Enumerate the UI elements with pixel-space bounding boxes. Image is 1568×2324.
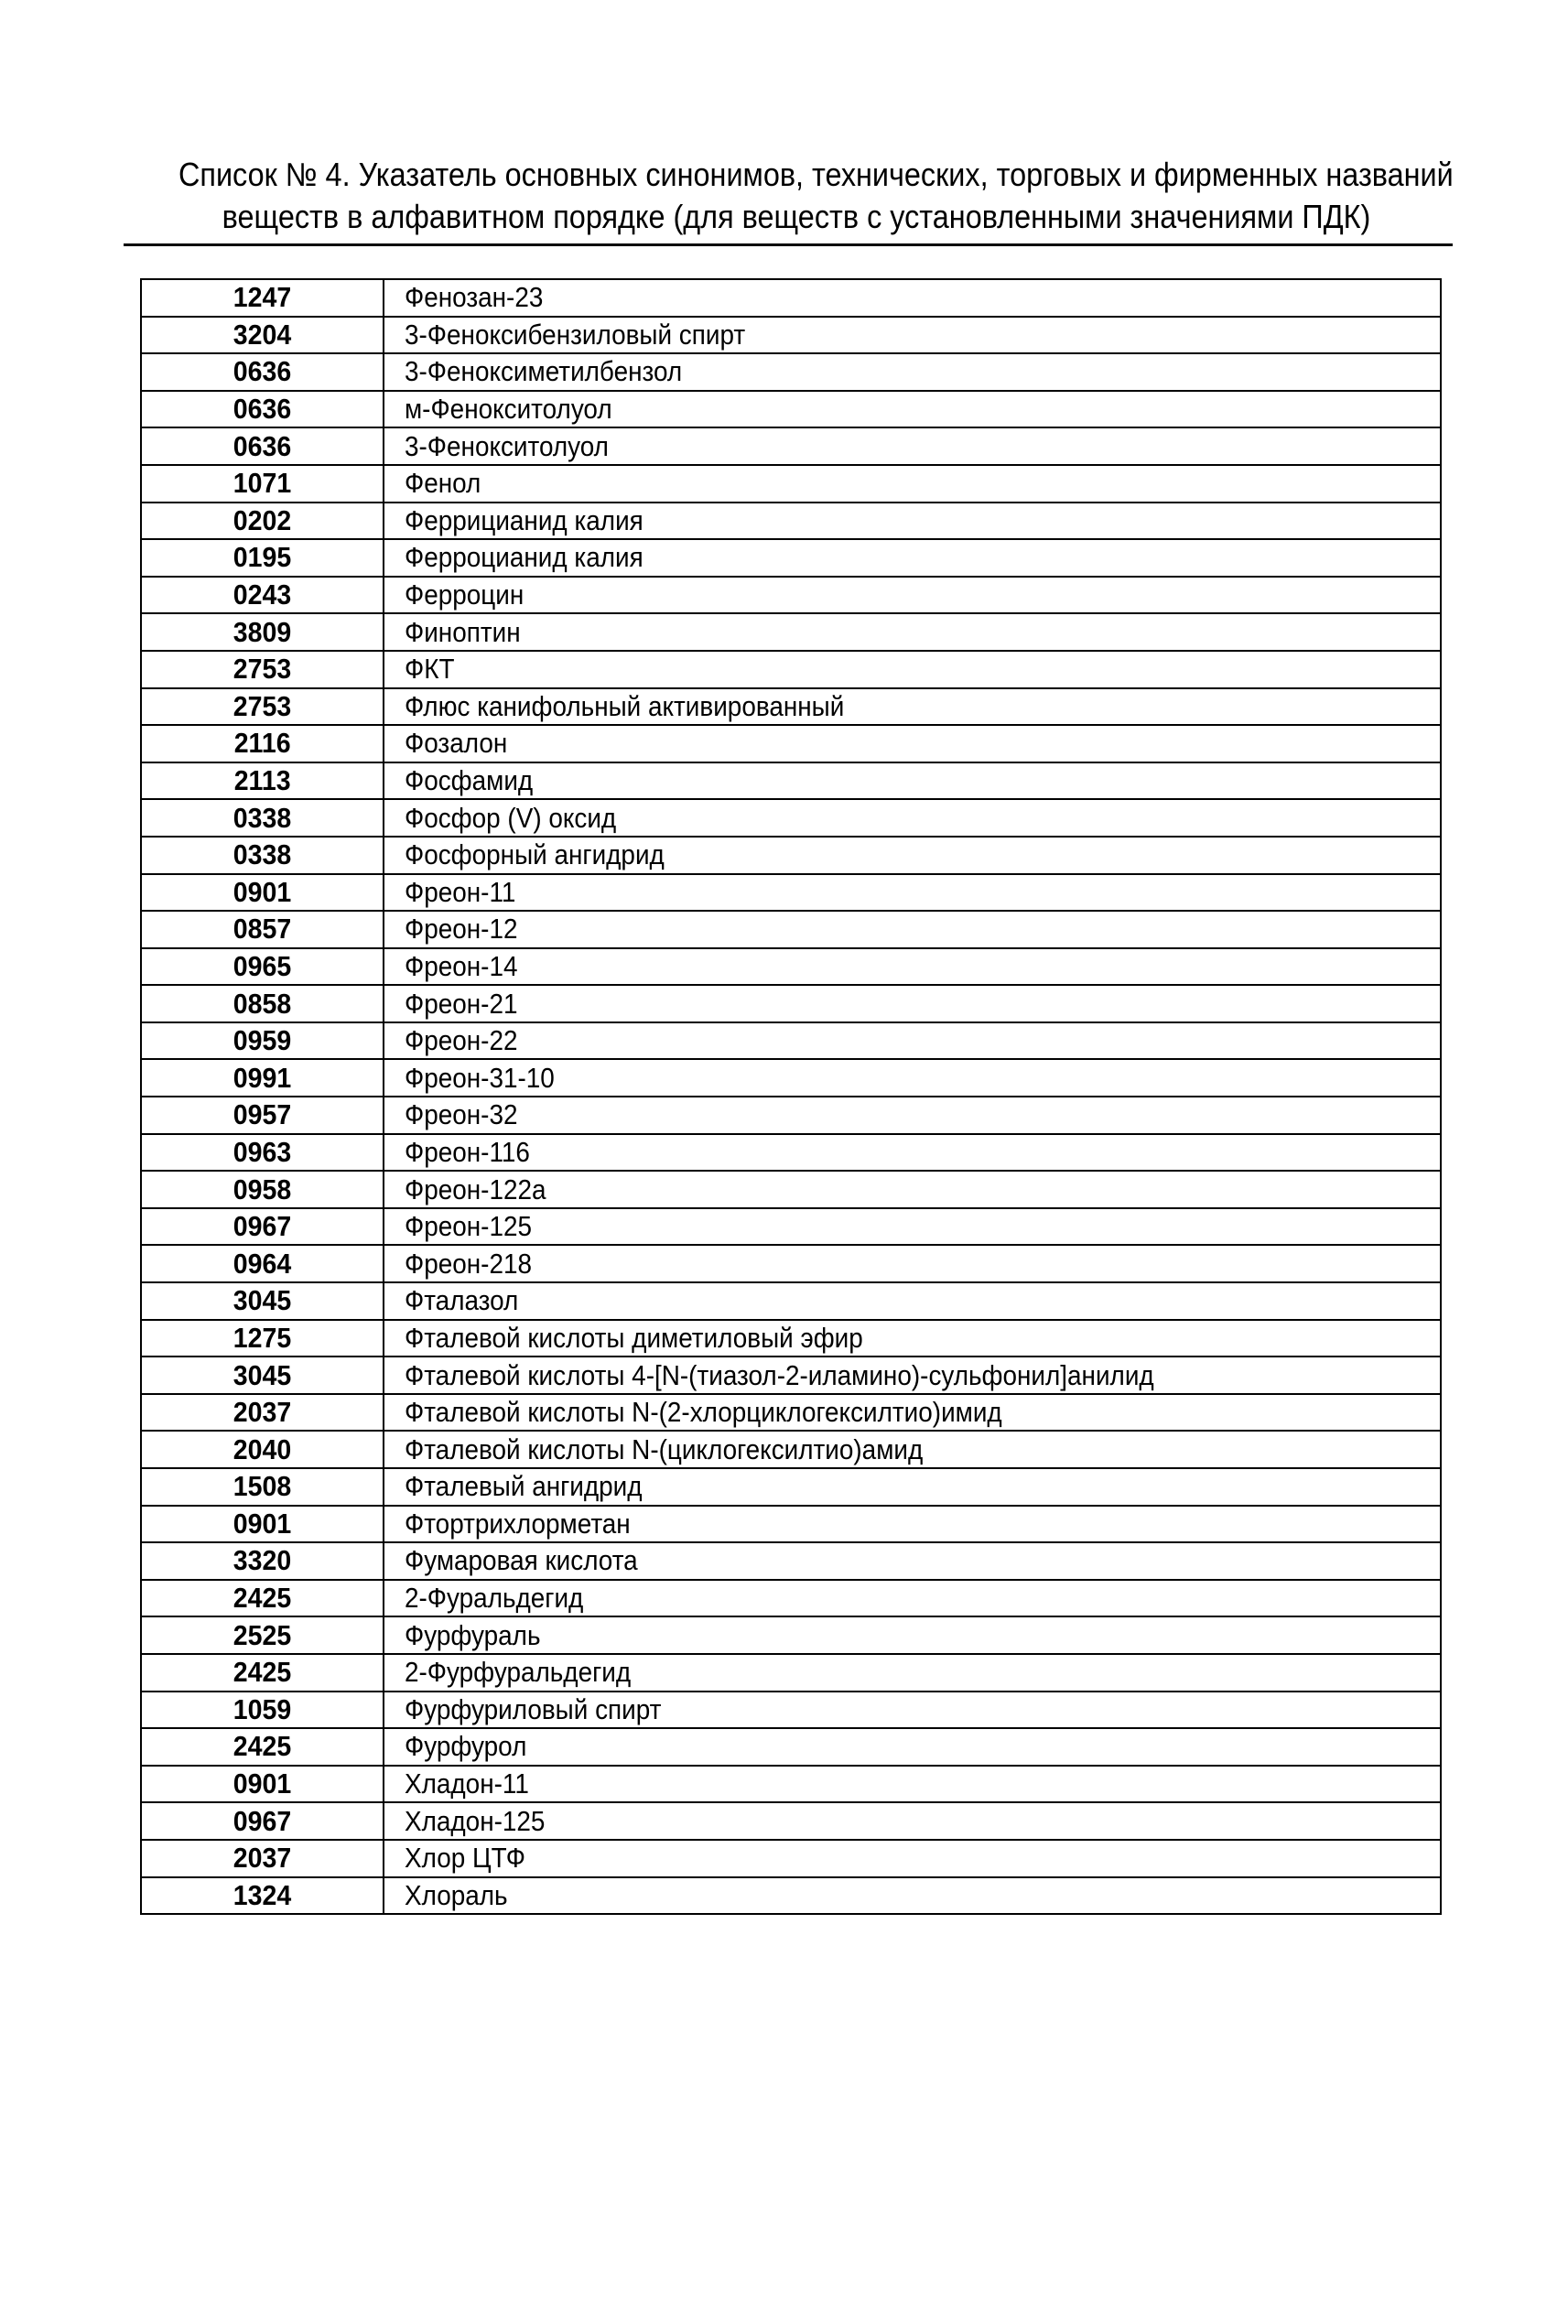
substance-code-cell bbox=[141, 1766, 384, 1803]
substance-name: м-Фенокситолуол bbox=[405, 393, 612, 426]
page-title bbox=[178, 154, 1454, 238]
substance-code: 0958 bbox=[232, 1173, 292, 1205]
substance-code-cell bbox=[141, 1171, 384, 1208]
substance-name-cell bbox=[384, 1245, 1441, 1282]
table-row bbox=[141, 1506, 1441, 1543]
substance-code: 0965 bbox=[232, 949, 292, 982]
substance-name: 2-Фурфуральдегид bbox=[405, 1656, 632, 1689]
synonym-index-table bbox=[140, 278, 1442, 1915]
substance-code: 2037 bbox=[232, 1842, 292, 1875]
substance-name: Фурфураль bbox=[405, 1618, 541, 1651]
substance-code-cell bbox=[141, 1506, 384, 1543]
substance-code-cell bbox=[141, 1357, 384, 1394]
substance-name-cell bbox=[384, 1692, 1441, 1729]
substance-name-cell bbox=[384, 1580, 1441, 1617]
substance-name-cell bbox=[384, 837, 1441, 874]
substance-name-cell bbox=[384, 1431, 1441, 1468]
substance-name: Фталазол bbox=[405, 1284, 519, 1317]
substance-code-cell bbox=[141, 651, 384, 688]
substance-code-cell bbox=[141, 353, 384, 391]
substance-code: 1247 bbox=[232, 281, 292, 314]
table-row bbox=[141, 1542, 1441, 1580]
table-row bbox=[141, 613, 1441, 651]
substance-code-cell bbox=[141, 279, 384, 317]
table-row bbox=[141, 762, 1441, 800]
table-row bbox=[141, 1616, 1441, 1654]
substance-name-cell bbox=[384, 1506, 1441, 1543]
page-title-line-2: веществ в алфавитном порядке (для веществ с установленными значениями ПДК) bbox=[222, 198, 1371, 235]
substance-name-cell bbox=[384, 1134, 1441, 1172]
substance-name-cell bbox=[384, 651, 1441, 688]
substance-name: Фталевой кислоты N-(2-хлорциклогексилтио)имид bbox=[405, 1396, 1002, 1429]
substance-code: 0857 bbox=[232, 913, 292, 946]
substance-code: 2116 bbox=[233, 727, 291, 760]
substance-name-cell bbox=[384, 1282, 1441, 1320]
table-row bbox=[141, 911, 1441, 948]
substance-name-cell bbox=[384, 1654, 1441, 1692]
table-row bbox=[141, 1357, 1441, 1394]
substance-code: 2425 bbox=[232, 1582, 292, 1615]
table-row bbox=[141, 948, 1441, 986]
substance-name: Финоптин bbox=[405, 615, 521, 648]
substance-name-cell bbox=[384, 1394, 1441, 1432]
table-row bbox=[141, 503, 1441, 540]
substance-code: 1275 bbox=[232, 1321, 292, 1354]
substance-name: ФКТ bbox=[405, 653, 455, 686]
substance-name: Фреон-31-10 bbox=[405, 1061, 555, 1094]
substance-name: Фенозан-23 bbox=[405, 281, 544, 314]
substance-code: 0901 bbox=[232, 875, 292, 908]
substance-name: Фенол bbox=[405, 467, 481, 500]
substance-name: Хлор ЦТФ bbox=[405, 1842, 525, 1875]
table-row bbox=[141, 279, 1441, 317]
substance-code-cell bbox=[141, 1394, 384, 1432]
substance-code-cell bbox=[141, 911, 384, 948]
substance-code-cell bbox=[141, 1468, 384, 1506]
substance-code: 3204 bbox=[232, 318, 292, 351]
substance-name-cell bbox=[384, 613, 1441, 651]
substance-code-cell bbox=[141, 577, 384, 614]
substance-code: 2753 bbox=[232, 653, 292, 686]
substance-name-cell bbox=[384, 1616, 1441, 1654]
table-row bbox=[141, 427, 1441, 465]
substance-code-cell bbox=[141, 391, 384, 428]
substance-name-cell bbox=[384, 874, 1441, 912]
substance-code-cell bbox=[141, 1654, 384, 1692]
substance-name: Фреон-21 bbox=[405, 987, 518, 1020]
substance-code-cell bbox=[141, 688, 384, 726]
substance-code: 0195 bbox=[232, 541, 292, 574]
substance-name-cell bbox=[384, 465, 1441, 503]
substance-name: Ферроцианид калия bbox=[405, 541, 643, 574]
substance-name: Ферроцин bbox=[405, 578, 524, 611]
substance-name: Фозалон bbox=[405, 727, 508, 760]
table-row bbox=[141, 1245, 1441, 1282]
substance-name: Фтортрихлорметан bbox=[405, 1507, 631, 1540]
substance-code-cell bbox=[141, 874, 384, 912]
table-row bbox=[141, 539, 1441, 577]
substance-code: 0202 bbox=[232, 503, 292, 536]
substance-code: 2753 bbox=[232, 689, 292, 722]
substance-code: 0338 bbox=[232, 801, 292, 834]
table-row bbox=[141, 1766, 1441, 1803]
substance-code-cell bbox=[141, 1802, 384, 1840]
table-row bbox=[141, 1171, 1441, 1208]
substance-name: Феррицианид калия bbox=[405, 503, 643, 536]
substance-code: 0967 bbox=[232, 1804, 292, 1837]
table-row bbox=[141, 1468, 1441, 1506]
table-row bbox=[141, 1728, 1441, 1766]
substance-code-cell bbox=[141, 1245, 384, 1282]
substance-code-cell bbox=[141, 1840, 384, 1877]
substance-name: Фреон-12 bbox=[405, 913, 518, 946]
substance-code-cell bbox=[141, 1022, 384, 1060]
table-row bbox=[141, 651, 1441, 688]
substance-code: 0964 bbox=[232, 1247, 292, 1280]
table-row bbox=[141, 799, 1441, 837]
substance-name-cell bbox=[384, 353, 1441, 391]
substance-code-cell bbox=[141, 799, 384, 837]
substance-code-cell bbox=[141, 948, 384, 986]
substance-code: 0991 bbox=[232, 1061, 292, 1094]
substance-code: 1324 bbox=[232, 1878, 292, 1911]
substance-name-cell bbox=[384, 279, 1441, 317]
table-row bbox=[141, 1059, 1441, 1097]
substance-name: Фталевой кислоты N-(циклогексилтио)амид bbox=[405, 1432, 924, 1465]
substance-name-cell bbox=[384, 1840, 1441, 1877]
substance-name-cell bbox=[384, 539, 1441, 577]
substance-code: 3809 bbox=[232, 615, 292, 648]
substance-code-cell bbox=[141, 1282, 384, 1320]
substance-name: Хладон-11 bbox=[405, 1767, 529, 1800]
substance-name-cell bbox=[384, 317, 1441, 354]
substance-code-cell bbox=[141, 1134, 384, 1172]
substance-code-cell bbox=[141, 1431, 384, 1468]
substance-code: 1508 bbox=[232, 1470, 292, 1503]
substance-code: 0959 bbox=[232, 1024, 292, 1057]
title-underline bbox=[124, 243, 1453, 246]
substance-name: Фталевой кислоты диметиловый эфир bbox=[405, 1321, 863, 1354]
table-row bbox=[141, 1431, 1441, 1468]
substance-name: Фреон-116 bbox=[405, 1135, 530, 1168]
substance-name: Фреон-14 bbox=[405, 949, 518, 982]
substance-name: Фумаровая кислота bbox=[405, 1544, 638, 1577]
table-row bbox=[141, 1134, 1441, 1172]
substance-code-cell bbox=[141, 1580, 384, 1617]
table-row bbox=[141, 1840, 1441, 1877]
table-row bbox=[141, 1580, 1441, 1617]
table-row bbox=[141, 1654, 1441, 1692]
substance-name: Фосфамид bbox=[405, 764, 534, 797]
substance-name-cell bbox=[384, 577, 1441, 614]
substance-code-cell bbox=[141, 503, 384, 540]
table-row bbox=[141, 1208, 1441, 1246]
substance-name-cell bbox=[384, 1320, 1441, 1357]
substance-code: 0901 bbox=[232, 1507, 292, 1540]
table-row bbox=[141, 1877, 1441, 1915]
substance-name-cell bbox=[384, 1766, 1441, 1803]
substance-name-cell bbox=[384, 1877, 1441, 1915]
substance-code: 0858 bbox=[232, 987, 292, 1020]
substance-code-cell bbox=[141, 1059, 384, 1097]
substance-name-cell bbox=[384, 1802, 1441, 1840]
table-row bbox=[141, 1692, 1441, 1729]
substance-name: Фталевый ангидрид bbox=[405, 1470, 643, 1503]
substance-code-cell bbox=[141, 1320, 384, 1357]
table-row bbox=[141, 391, 1441, 428]
substance-name: Фреон-22 bbox=[405, 1024, 518, 1057]
substance-code-cell bbox=[141, 1728, 384, 1766]
substance-name-cell bbox=[384, 1728, 1441, 1766]
substance-name-cell bbox=[384, 1468, 1441, 1506]
substance-name-cell bbox=[384, 725, 1441, 762]
table-row bbox=[141, 1097, 1441, 1134]
substance-name: Флюс канифольный активированный bbox=[405, 689, 845, 722]
substance-name: Хлораль bbox=[405, 1878, 508, 1911]
substance-code-cell bbox=[141, 1097, 384, 1134]
substance-name-cell bbox=[384, 1542, 1441, 1580]
table-row bbox=[141, 1802, 1441, 1840]
substance-code-cell bbox=[141, 465, 384, 503]
substance-code-cell bbox=[141, 837, 384, 874]
table-row bbox=[141, 577, 1441, 614]
substance-code: 3320 bbox=[232, 1544, 292, 1577]
table-row bbox=[141, 465, 1441, 503]
substance-code: 1059 bbox=[232, 1692, 292, 1725]
substance-code: 2425 bbox=[232, 1730, 292, 1763]
substance-name: 3-Феноксибензиловый спирт bbox=[405, 318, 746, 351]
substance-code: 1071 bbox=[232, 467, 292, 500]
substance-code-cell bbox=[141, 725, 384, 762]
substance-code-cell bbox=[141, 1542, 384, 1580]
substance-code-cell bbox=[141, 762, 384, 800]
substance-name-cell bbox=[384, 948, 1441, 986]
substance-code: 2037 bbox=[232, 1396, 292, 1429]
substance-name: 3-Фенокситолуол bbox=[405, 429, 609, 462]
substance-name: Фреон-218 bbox=[405, 1247, 533, 1280]
substance-code: 2425 bbox=[232, 1656, 292, 1689]
substance-code: 0901 bbox=[232, 1767, 292, 1800]
substance-name: 2-Фуральдегид bbox=[405, 1582, 584, 1615]
substance-code: 0636 bbox=[232, 429, 292, 462]
substance-name: Фреон-32 bbox=[405, 1098, 518, 1131]
substance-name: Хладон-125 bbox=[405, 1804, 546, 1837]
substance-name: Фреон-122а bbox=[405, 1173, 546, 1205]
substance-name: Фреон-11 bbox=[405, 875, 516, 908]
substance-name-cell bbox=[384, 1022, 1441, 1060]
substance-code: 0636 bbox=[232, 355, 292, 388]
substance-code: 2525 bbox=[232, 1618, 292, 1651]
substance-code-cell bbox=[141, 1208, 384, 1246]
substance-code: 0338 bbox=[232, 838, 292, 871]
table-row bbox=[141, 1022, 1441, 1060]
substance-code-cell bbox=[141, 1616, 384, 1654]
substance-code: 0636 bbox=[232, 393, 292, 426]
table-row bbox=[141, 353, 1441, 391]
substance-code: 3045 bbox=[232, 1358, 292, 1391]
substance-name-cell bbox=[384, 391, 1441, 428]
substance-name-cell bbox=[384, 762, 1441, 800]
substance-code-cell bbox=[141, 317, 384, 354]
substance-name-cell bbox=[384, 799, 1441, 837]
substance-code-cell bbox=[141, 1692, 384, 1729]
table-row bbox=[141, 725, 1441, 762]
substance-name: Фреон-125 bbox=[405, 1210, 533, 1243]
table-row bbox=[141, 1320, 1441, 1357]
page-title-line-1: Список № 4. Указатель основных синонимов, технических, торговых и фирменных названий bbox=[178, 156, 1454, 193]
substance-name-cell bbox=[384, 688, 1441, 726]
table-row bbox=[141, 874, 1441, 912]
substance-name-cell bbox=[384, 1097, 1441, 1134]
substance-code-cell bbox=[141, 427, 384, 465]
table-row bbox=[141, 837, 1441, 874]
substance-name-cell bbox=[384, 985, 1441, 1022]
substance-code: 0963 bbox=[232, 1135, 292, 1168]
substance-code: 3045 bbox=[232, 1284, 292, 1317]
substance-code: 0967 bbox=[232, 1210, 292, 1243]
substance-name-cell bbox=[384, 1208, 1441, 1246]
substance-name-cell bbox=[384, 1171, 1441, 1208]
substance-name-cell bbox=[384, 1059, 1441, 1097]
table-row bbox=[141, 1282, 1441, 1320]
substance-name: Фталевой кислоты 4-[N-(тиазол-2-иламино)-сульфонил]анилид bbox=[405, 1358, 1154, 1391]
substance-name-cell bbox=[384, 911, 1441, 948]
substance-code: 0243 bbox=[232, 578, 292, 611]
substance-name-cell bbox=[384, 503, 1441, 540]
table-row bbox=[141, 1394, 1441, 1432]
substance-name: Фурфуриловый спирт bbox=[405, 1692, 662, 1725]
substance-code: 2040 bbox=[232, 1432, 292, 1465]
table-row bbox=[141, 688, 1441, 726]
substance-name-cell bbox=[384, 1357, 1441, 1394]
table-row bbox=[141, 317, 1441, 354]
substance-code-cell bbox=[141, 985, 384, 1022]
substance-name-cell bbox=[384, 427, 1441, 465]
substance-code-cell bbox=[141, 539, 384, 577]
substance-code-cell bbox=[141, 1877, 384, 1915]
table-row bbox=[141, 985, 1441, 1022]
substance-name: Фосфор (V) оксид bbox=[405, 801, 617, 834]
substance-name: 3-Феноксиметилбензол bbox=[405, 355, 683, 388]
substance-name: Фурфурол bbox=[405, 1730, 527, 1763]
substance-name: Фосфорный ангидрид bbox=[405, 838, 665, 871]
substance-code-cell bbox=[141, 613, 384, 651]
substance-code: 0957 bbox=[232, 1098, 292, 1131]
substance-code: 2113 bbox=[233, 764, 291, 797]
